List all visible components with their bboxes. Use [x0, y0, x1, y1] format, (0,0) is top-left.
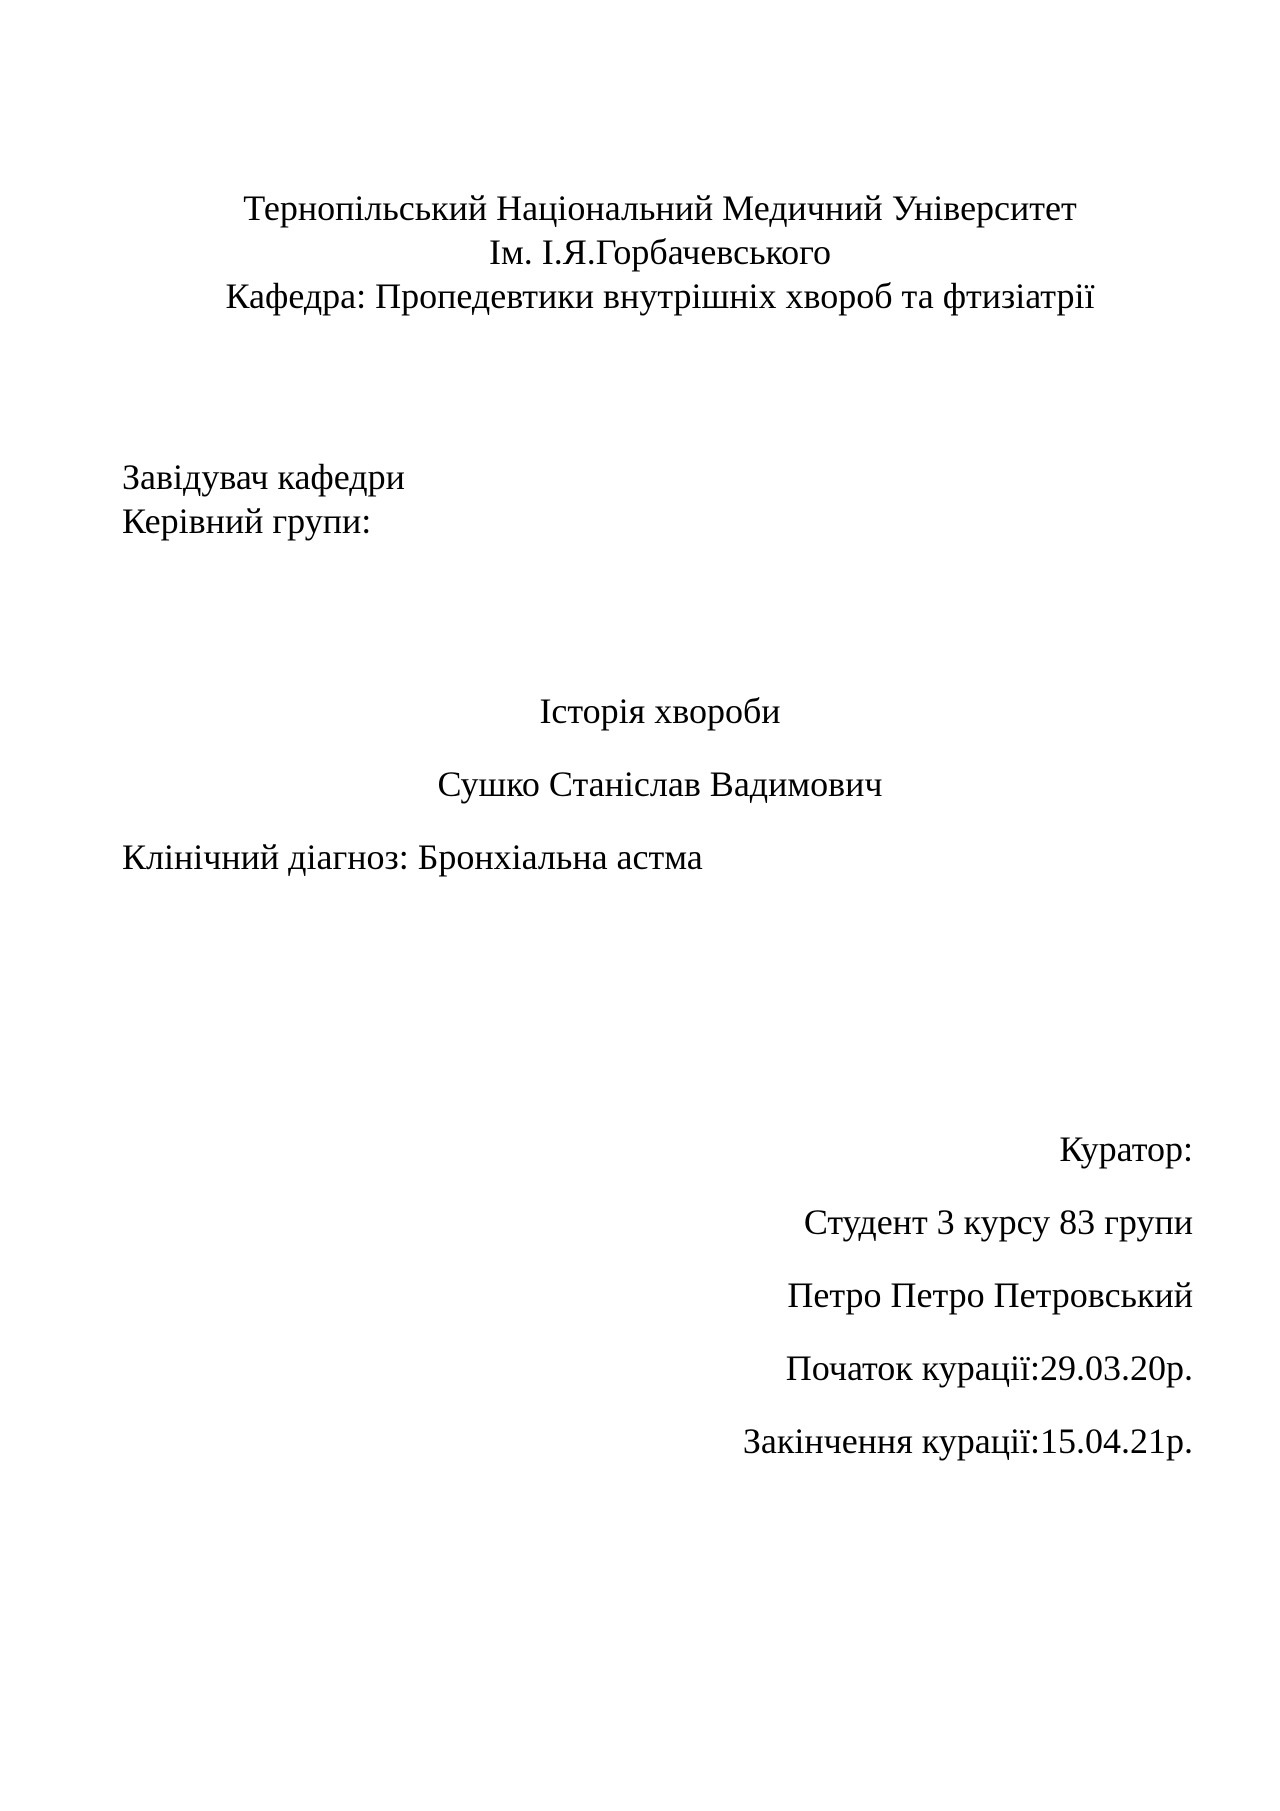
- university-named-after: Ім. І.Я.Горбачевського: [488, 232, 832, 272]
- curator-name: Петро Петро Петровський: [787, 1275, 1193, 1315]
- curator-student-info: Студент 3 курсу 83 групи: [803, 1202, 1193, 1242]
- curation-end-date: Закінчення курації:15.04.21р.: [742, 1421, 1193, 1461]
- curation-start-date: Початок курації:29.03.20р.: [785, 1348, 1193, 1388]
- document-title: Історія хвороби: [539, 691, 781, 731]
- university-name: Тернопільський Національний Медичний Університет: [243, 188, 1077, 228]
- patient-name: Сушко Станіслав Вадимович: [437, 764, 883, 804]
- clinical-diagnosis: Клінічний діагноз: Бронхіальна астма: [122, 837, 703, 877]
- head-of-department-label: Завідувач кафедри: [122, 457, 405, 497]
- curator-label: Куратор:: [1059, 1129, 1193, 1169]
- department-name: Кафедра: Пропедевтики внутрішніх хвороб та фтизіатрії: [225, 276, 1095, 316]
- group-leader-label: Керівний групи:: [122, 501, 372, 541]
